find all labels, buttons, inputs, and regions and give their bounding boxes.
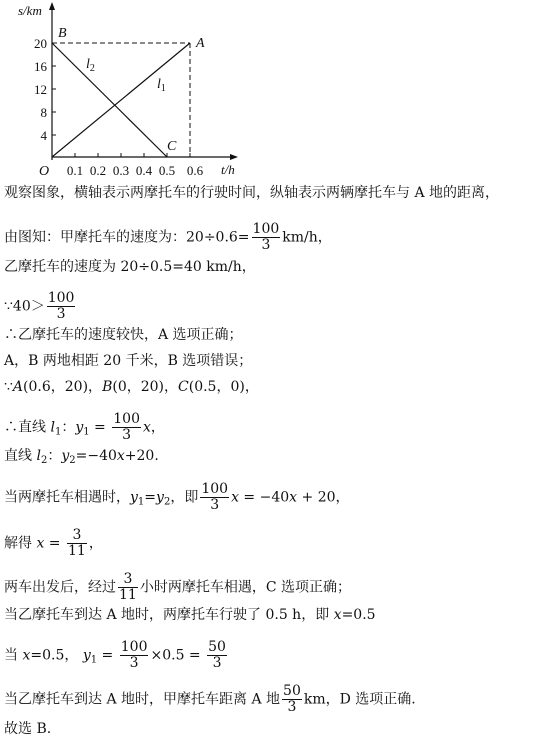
distance-time-graph (0, 0, 250, 178)
y-axis-label: s/km (18, 3, 42, 18)
solution-line-15: 当乙摩托车到达 A 地时，甲摩托车距离 A 地 $\frac{50}{3}$ km，D 选项正确. (4, 683, 416, 715)
solution-line-5: ∴乙摩托车的速度较快，A 选项正确； (4, 327, 243, 343)
solution-line-1: 观察图象，横轴表示两摩托车的行驶时间，纵轴表示两辆摩托车与 A 地的距离， (4, 185, 500, 201)
solution-line-10: 当两摩托车相遇时，$y_1=y_2$，即 $\frac{100}{3}$ x = −40x + 20， (4, 481, 350, 513)
x-tick-label: 0.3 (112, 163, 130, 178)
y-axis-arrow (49, 2, 55, 10)
fraction: $\frac{100}{3}$ (113, 411, 140, 443)
fraction: $\frac{50}{3}$ (208, 639, 226, 671)
x-tick-label: 0.4 (135, 163, 153, 178)
y-tick-label: 20 (34, 36, 47, 51)
y-tick-label: 16 (34, 59, 47, 74)
line-l2 (52, 43, 167, 157)
x-axis-arrow (230, 154, 238, 160)
fraction: $\frac{50}{3}$ (283, 683, 301, 715)
solution-line-3: 乙摩托车的速度为 20÷0.5=40 km/h， (4, 259, 256, 275)
solution-line-2: 由图知：甲摩托车的速度为：20÷0.6= $\frac{100}{3}$ km/h， (4, 221, 332, 253)
solution-line-16: 故选 B. (4, 721, 52, 737)
x-tick-label: 0.6 (186, 163, 204, 178)
x-axis-label: t/h (221, 162, 235, 177)
solution-line-8: ∴直线 $l_1$：$y_1$ = $\frac{100}{3}$ x， (4, 411, 165, 443)
x-tick-label: 0.5 (158, 163, 176, 178)
fraction: $\frac{3}{11}$ (119, 571, 137, 603)
fraction: $\frac{100}{3}$ (201, 481, 229, 513)
point-b-label: B (58, 26, 67, 41)
solution-line-14: 当 x=0.5， $y_1$ = $\frac{100}{3}$ ×0.5 = $\frac{50}{3}$ (4, 639, 226, 671)
solution-line-7: ∵A(0.6，20)，B(0，20)，C(0.5，0)， (4, 379, 259, 395)
x-tick-label: 0.2 (89, 163, 107, 178)
y-tick-label: 12 (34, 82, 47, 97)
point-c-label: C (167, 139, 177, 154)
y-tick-label: 4 (40, 128, 47, 143)
point-a-label: A (196, 36, 205, 51)
solution-line-13: 当乙摩托车到达 A 地时，两摩托车行驶了 0.5 h，即 x=0.5 (4, 607, 376, 623)
y-tick-label: 8 (40, 105, 47, 120)
solution-line-4: ∵40＞ $\frac{100}{3}$ (4, 290, 75, 322)
l2-label: $l_2$ (86, 57, 95, 74)
origin-label: O (39, 164, 50, 178)
solution-line-12: 两车出发后，经过 $\frac{3}{11}$ 小时两摩托车相遇，C 选项正确； (4, 571, 351, 603)
fraction: $\frac{100}{3}$ (47, 290, 75, 322)
x-tick-label: 0.1 (66, 163, 84, 178)
solution-line-9: 直线 $l_2$：$y_2=-40x+20$. (4, 448, 159, 466)
fraction: $\frac{100}{3}$ (120, 639, 148, 671)
l1-label: $l_1$ (157, 77, 166, 94)
solution-line-6: A，B 两地相距 20 千米，B 选项错误； (4, 353, 253, 369)
fraction: $\frac{100}{3}$ (252, 221, 280, 253)
fraction: $\frac{3}{11}$ (68, 527, 86, 559)
solution-line-11: 解得 x = $\frac{3}{11}$ ， (4, 527, 103, 559)
